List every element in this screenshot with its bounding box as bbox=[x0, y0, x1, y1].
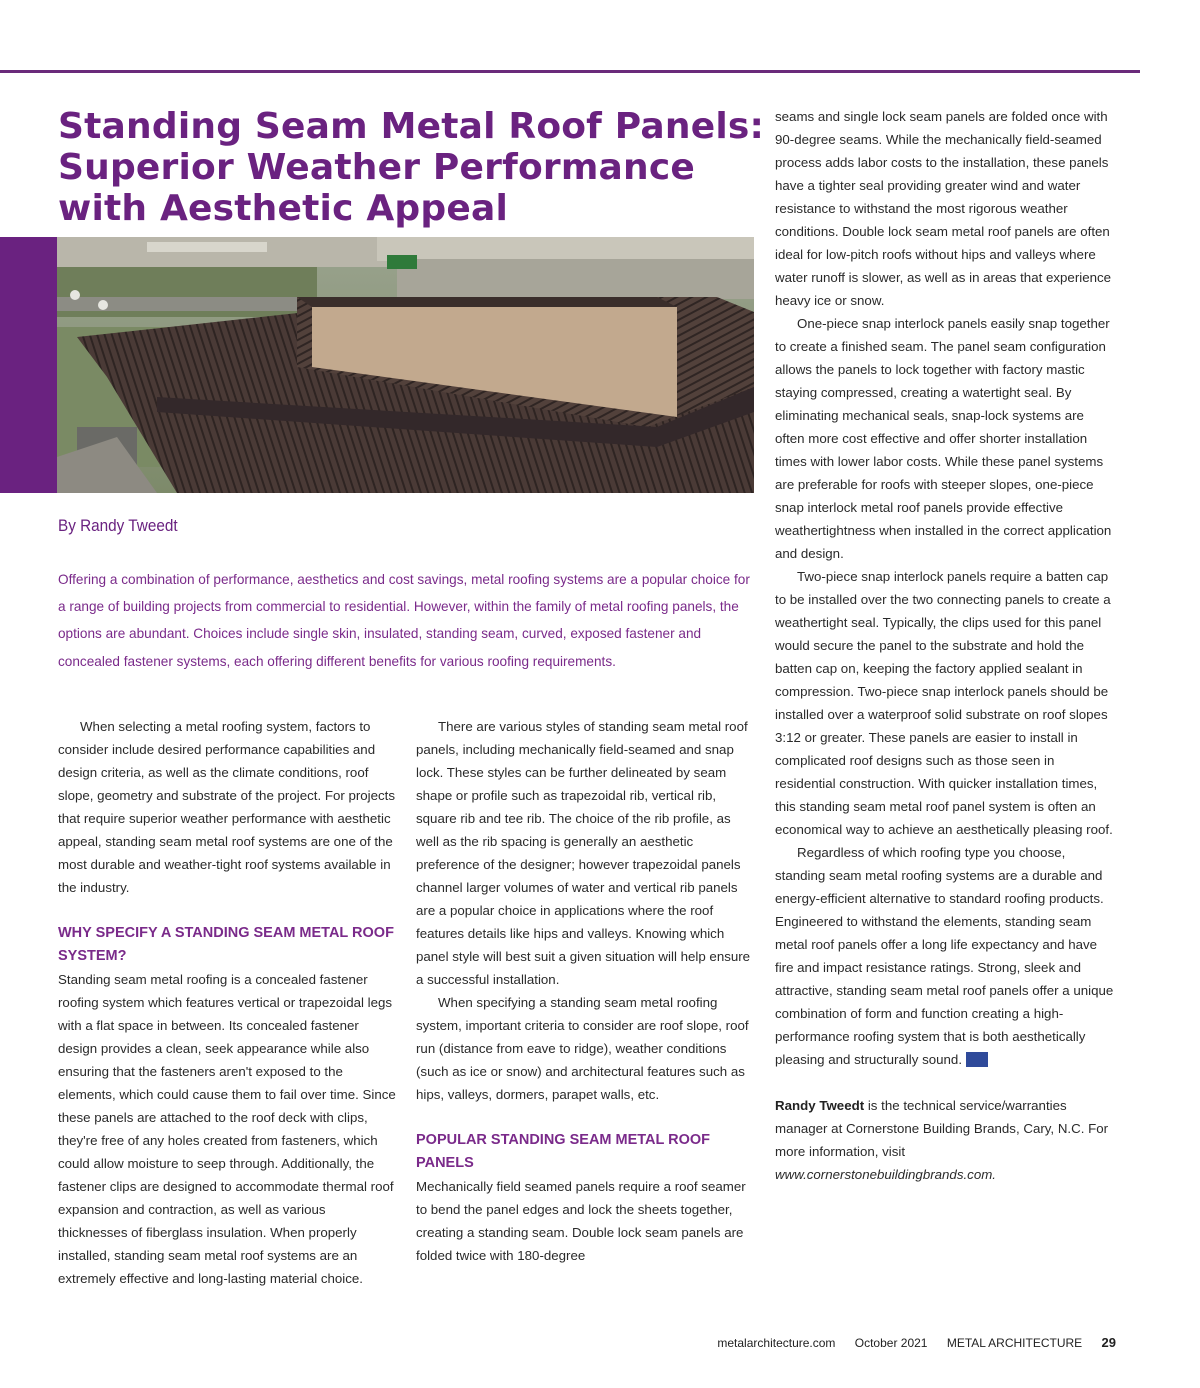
article-title: Standing Seam Metal Roof Panels: Superior Weather Performance with Aesthetic Appeal bbox=[58, 106, 765, 229]
paragraph: There are various styles of standing seam metal roof panels, including mechanically field-seamed and snap lock. These styles can be further delineated by seam shape or profile such as trapezoidal rib, vertical rib, square rib and tee rib. The choice of the rib profile, as well as the rib spacing is generally an aesthetic preference of the designer; however trapezoidal panels channel larger volumes of water and vertical rib panels are a popular choice in applications where the roof features details like hips and valleys. Knowing which panel style will best suit a given situation will help ensure a successful installation. bbox=[416, 719, 751, 987]
author-bio-text: is the technical service/warranties manager at Cornerstone Building Brands, Cary, N.C. For more information, visit bbox=[775, 1098, 1109, 1159]
paragraph: Two-piece snap interlock panels require a batten cap to be installed over the two connecting panels to create a weathertight seal. Typically, the clips used for this panel would secure the panel to the substrate and hold the batten cap on, keeping the factory applied sealant in compression. Two-piece snap interlock panels should be installed over a waterproof solid substrate on roof slopes 3:12 or greater. These panels are easier to install in complicated roof designs such as those seen in residential construction. With quicker installation times, this standing seam metal roof panel system is often an economical way to achieve an aesthetically pleasing roof. bbox=[775, 569, 1113, 837]
roof-photo bbox=[57, 237, 754, 493]
page-footer bbox=[0, 1335, 1116, 1350]
end-mark-logo: MA bbox=[966, 1052, 988, 1067]
footer-issue: October 2021 bbox=[854, 1336, 928, 1350]
page-number: 29 bbox=[1101, 1335, 1116, 1350]
author-name: Randy Tweedt bbox=[775, 1098, 865, 1113]
paragraph: seams and single lock seam panels are folded once with 90-degree seams. While the mechanically field-seamed process adds labor costs to the installation, these panels have a tighter seal providing greater wind and water resistance to withstand the most rigorous weather conditions. Double lock seam metal roof panels are often ideal for low-pitch roofs without hips and valleys where water runoff is slower, as well as in areas that experience heavy ice or snow. bbox=[775, 109, 1112, 308]
paragraph: Mechanically field seamed panels require a roof seamer to bend the panel edges and lock the sheets together, creating a standing seam. Double lock seam panels are folded twice with 180-degree bbox=[416, 1179, 746, 1263]
author-bio bbox=[775, 1094, 1115, 1186]
section-heading-why-specify: WHY SPECIFY A STANDING SEAM METAL ROOF SYSTEM? bbox=[58, 925, 394, 964]
intro-paragraph: Offering a combination of performance, aesthetics and cost savings, metal roofing systems are a popular choice for a range of building projects from commercial to residential. However, within the family of metal roofing panels, the options are abundant. Choices include single skin, insulated, standing seam, curved, exposed fastener and concealed fastener systems, each offering different benefits for various roofing requirements. bbox=[58, 572, 750, 669]
paragraph bbox=[775, 841, 1115, 1071]
top-rule bbox=[0, 70, 1140, 73]
section-heading-popular-panels: POPULAR STANDING SEAM METAL ROOF PANELS bbox=[416, 1132, 711, 1171]
footer-site: metalarchitecture.com bbox=[717, 1336, 836, 1350]
footer-magazine: METAL ARCHITECTURE bbox=[946, 1336, 1083, 1350]
paragraph: When selecting a metal roofing system, factors to consider include desired performance capabilities and design criteria, as well as the climate conditions, roof slope, geometry and substrate of the project. For projects that require superior weather performance with aesthetic appeal, standing seam metal roof systems are one of the most durable and weather-tight roof systems available in the industry. bbox=[58, 719, 396, 895]
side-accent-bar bbox=[0, 237, 57, 493]
column-2 bbox=[416, 715, 756, 1267]
paragraph: One-piece snap interlock panels easily snap together to create a finished seam. The panel seam configuration allows the panels to lock together with factory mastic staying compressed, creating a watertight seal. By eliminating mechanical seals, snap-lock systems are often more cost effective and offer shorter installation times with lower labor costs. While these panel systems are preferable for roofs with steeper slopes, one-piece snap interlock metal roof panels provide effective weathertightness when installed in the correct application and design. bbox=[775, 316, 1112, 561]
column-3 bbox=[775, 105, 1115, 1186]
byline: By Randy Tweedt bbox=[58, 516, 178, 535]
paragraph-text: Regardless of which roofing type you choose, standing seam metal roofing systems are a durable and energy-efficient alternative to standard roofing products. Engineered to withstand the elements, standing seam metal roof panels offer a long life expectancy and have fire and impact resistance ratings. Strong, sleek and attractive, standing seam metal roof panels offer a unique combination of form and function creating a high-performance roofing system that is both aesthetically pleasing and structurally sound. bbox=[775, 845, 1114, 1067]
column-1 bbox=[58, 715, 398, 1290]
paragraph: When specifying a standing seam metal roofing system, important criteria to consider are roof slope, roof run (distance from eave to ridge), weather conditions (such as ice or snow) and architectural features such as hips, valleys, dormers, parapet walls, etc. bbox=[416, 995, 749, 1102]
paragraph: Standing seam metal roofing is a concealed fastener roofing system which features vertical or trapezoidal legs with a flat space in between. Its concealed fastener design provides a clean, seek appearance while also ensuring that the fasteners aren't exposed to the elements, which could cause them to fail over time. Since these panels are attached to the roof deck with clips, they're free of any holes created from fasteners, which could allow moisture to seep through. Additionally, the fastener clips are designed to accommodate thermal roof expansion and contraction, as well as various thicknesses of fiberglass insulation. When properly installed, standing seam metal roof systems are an extremely effective and long-lasting material choice. bbox=[58, 972, 396, 1286]
author-link[interactable]: www.cornerstonebuildingbrands.com. bbox=[775, 1167, 996, 1182]
